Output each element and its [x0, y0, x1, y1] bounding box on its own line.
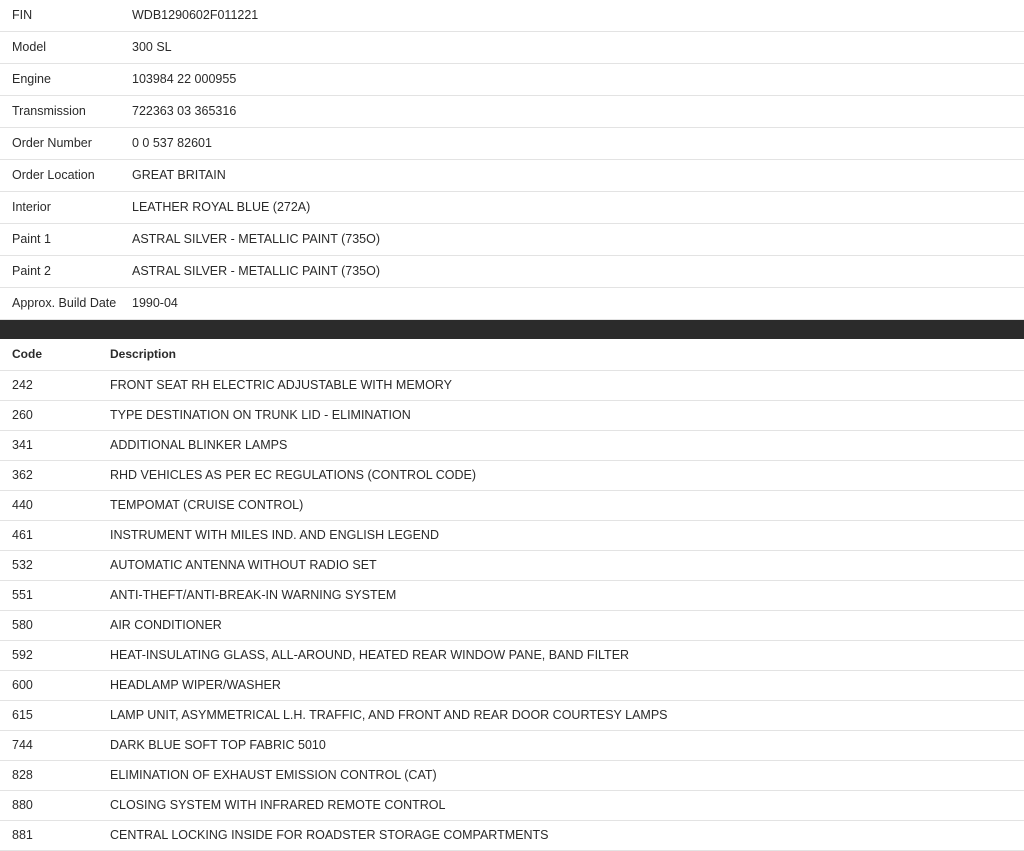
- option-code: 551: [12, 588, 33, 602]
- table-row: [0, 521, 1024, 551]
- spec-value: ASTRAL SILVER - METALLIC PAINT (735O): [132, 264, 380, 278]
- option-description: INSTRUMENT WITH MILES IND. AND ENGLISH LEGEND: [110, 528, 439, 542]
- table-row: [0, 491, 1024, 521]
- section-divider-band: [0, 320, 1024, 339]
- table-row: [0, 701, 1024, 731]
- table-row: [0, 791, 1024, 821]
- option-description: TEMPOMAT (CRUISE CONTROL): [110, 498, 304, 512]
- table-row: [0, 401, 1024, 431]
- option-code: 461: [12, 528, 33, 542]
- spec-value: WDB1290602F011221: [132, 8, 259, 22]
- option-code: 260: [12, 408, 33, 422]
- spec-label: Approx. Build Date: [12, 296, 117, 310]
- option-code: 341: [12, 438, 33, 452]
- table-row: [0, 581, 1024, 611]
- option-code: 362: [12, 468, 33, 482]
- column-header-description: Description: [110, 347, 177, 361]
- table-row: [0, 551, 1024, 581]
- spec-label: Paint 1: [12, 232, 51, 246]
- option-description: FRONT SEAT RH ELECTRIC ADJUSTABLE WITH MEMORY: [110, 378, 452, 392]
- table-row: [0, 461, 1024, 491]
- option-code: 880: [12, 798, 33, 812]
- option-codes-table: [0, 339, 1024, 851]
- option-description: AIR CONDITIONER: [110, 618, 222, 632]
- option-code: 440: [12, 498, 33, 512]
- spec-value: 722363 03 365316: [132, 104, 237, 118]
- spec-value: 300 SL: [132, 40, 172, 54]
- spec-label: Order Number: [12, 136, 92, 150]
- spec-label: Engine: [12, 72, 51, 86]
- table-row: [0, 192, 1024, 224]
- table-row: [0, 224, 1024, 256]
- table-row: [0, 821, 1024, 851]
- option-code: 532: [12, 558, 33, 572]
- option-description: RHD VEHICLES AS PER EC REGULATIONS (CONTROL CODE): [110, 468, 477, 482]
- table-row: [0, 96, 1024, 128]
- spec-label: Paint 2: [12, 264, 51, 278]
- column-header-code: Code: [12, 347, 42, 361]
- table-row: [0, 431, 1024, 461]
- vehicle-spec-table: [0, 0, 1024, 320]
- table-row: [0, 731, 1024, 761]
- option-description: HEAT-INSULATING GLASS, ALL-AROUND, HEATED REAR WINDOW PANE, BAND FILTER: [110, 648, 630, 662]
- option-code: 828: [12, 768, 33, 782]
- option-description: HEADLAMP WIPER/WASHER: [110, 678, 281, 692]
- table-header-row: [0, 339, 1024, 371]
- spec-label: FIN: [12, 8, 33, 22]
- table-row: [0, 256, 1024, 288]
- table-row: [0, 671, 1024, 701]
- option-description: CLOSING SYSTEM WITH INFRARED REMOTE CONTROL: [110, 798, 446, 812]
- option-code: 242: [12, 378, 33, 392]
- table-row: [0, 611, 1024, 641]
- option-description: ADDITIONAL BLINKER LAMPS: [110, 438, 288, 452]
- spec-label: Model: [12, 40, 47, 54]
- option-description: ANTI-THEFT/ANTI-BREAK-IN WARNING SYSTEM: [110, 588, 397, 602]
- option-code: 744: [12, 738, 33, 752]
- option-code: 592: [12, 648, 33, 662]
- table-row: [0, 160, 1024, 192]
- option-description: AUTOMATIC ANTENNA WITHOUT RADIO SET: [110, 558, 377, 572]
- option-code: 881: [12, 828, 33, 842]
- table-row: [0, 32, 1024, 64]
- table-row: [0, 128, 1024, 160]
- spec-value: 103984 22 000955: [132, 72, 237, 86]
- table-row: [0, 761, 1024, 791]
- option-code: 600: [12, 678, 33, 692]
- table-row: [0, 371, 1024, 401]
- table-row: [0, 64, 1024, 96]
- table-row: [0, 288, 1024, 320]
- option-description: TYPE DESTINATION ON TRUNK LID - ELIMINATION: [110, 408, 411, 422]
- option-description: LAMP UNIT, ASYMMETRICAL L.H. TRAFFIC, AND FRONT AND REAR DOOR COURTESY LAMPS: [110, 708, 668, 722]
- option-description: DARK BLUE SOFT TOP FABRIC 5010: [110, 738, 326, 752]
- option-code: 580: [12, 618, 33, 632]
- option-description: CENTRAL LOCKING INSIDE FOR ROADSTER STORAGE COMPARTMENTS: [110, 828, 549, 842]
- spec-value: 1990-04: [132, 296, 178, 310]
- option-code: 615: [12, 708, 33, 722]
- spec-value: 0 0 537 82601: [132, 136, 212, 150]
- spec-value: ASTRAL SILVER - METALLIC PAINT (735O): [132, 232, 380, 246]
- table-row: [0, 0, 1024, 32]
- spec-value: LEATHER ROYAL BLUE (272A): [132, 200, 311, 214]
- option-codes-table-body: [0, 371, 1024, 851]
- vehicle-spec-table-body: [0, 0, 1024, 320]
- option-codes-table-head: [0, 339, 1024, 371]
- spec-label: Transmission: [12, 104, 86, 118]
- option-description: ELIMINATION OF EXHAUST EMISSION CONTROL (CAT): [110, 768, 437, 782]
- spec-label: Order Location: [12, 168, 95, 182]
- spec-value: GREAT BRITAIN: [132, 168, 226, 182]
- spec-label: Interior: [12, 200, 51, 214]
- table-row: [0, 641, 1024, 671]
